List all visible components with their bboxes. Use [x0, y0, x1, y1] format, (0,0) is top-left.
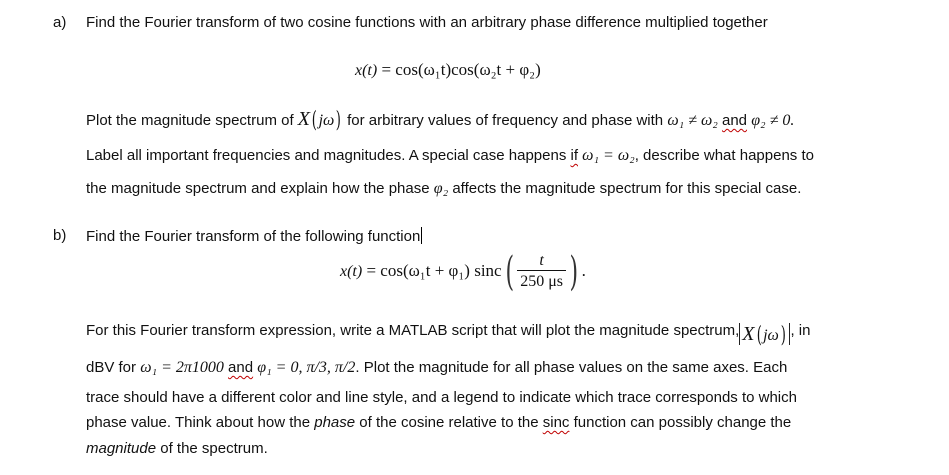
eq-b-numerator: t [539, 252, 544, 269]
eq-b-lhs: x(t) [340, 262, 363, 280]
b-line2-and: and [228, 359, 254, 376]
a-line1-cond1: ω₁ ≠ ω₂ [667, 112, 718, 129]
eq-a-equals: = [381, 60, 392, 79]
b-line1-paren-close: ) [780, 323, 786, 348]
eq-b-sinc: sinc [474, 260, 502, 280]
eq-b-denominator: 250 μs [517, 270, 566, 292]
b-heading-text: Find the Fourier transform of the following function [86, 228, 421, 245]
b-line1-text: For this Fourier transform expression, write a MATLAB script that will plot the magnitude spectrum, [86, 322, 740, 339]
b-line4-phase: phase [314, 414, 356, 431]
b-line4-post: function can possibly change the [573, 414, 792, 431]
part-b-line-1 [86, 322, 811, 348]
a-line1-paren-close: ) [336, 108, 342, 133]
part-a-line-1 [86, 108, 795, 133]
b-line1-paren-open: ( [756, 323, 762, 348]
a-line1-mid: for arbitrary values of frequency and phase with [347, 112, 664, 129]
a-line1-and: and [721, 112, 748, 129]
eq-b-end: . [581, 260, 586, 280]
part-a-heading: Find the Fourier transform of two cosine functions with an arbitrary phase difference multiplied together [86, 14, 768, 31]
eq-b-paren-open: ( [505, 249, 514, 295]
b-line1-abs [739, 323, 790, 348]
b-line2-text: dBV for [86, 359, 137, 376]
eq-b-fraction [517, 252, 566, 292]
a-line3-phi: φ₂ [433, 180, 449, 197]
part-a-label: a) [53, 14, 67, 31]
a-line3-post: affects the magnitude spectrum for this special case. [452, 180, 802, 197]
part-b-line-5 [86, 440, 268, 458]
a-line1-cond2: φ₂ ≠ 0. [751, 112, 795, 129]
b-line4-mid: of the cosine relative to the [359, 414, 539, 431]
b-line2-phi: φ₁ = 0, π/3, π/2 [257, 359, 356, 376]
part-b-heading [86, 227, 422, 246]
a-line1-text: Plot the magnitude spectrum of [86, 112, 294, 129]
text-cursor [421, 227, 422, 244]
part-b-equation [340, 249, 586, 295]
part-b-label: b) [53, 227, 67, 244]
eq-b-equals: = [366, 260, 377, 280]
part-b-line-4 [86, 414, 791, 432]
part-a-line-2 [86, 147, 814, 165]
eq-a-lhs: x(t) [355, 62, 378, 79]
a-line2-if: if [570, 147, 578, 164]
b-line5-magnitude: magnitude [86, 440, 157, 457]
part-b-line-2 [86, 359, 787, 377]
b-line2-omega: ω₁ = 2π1000 [140, 359, 224, 376]
b-line1-X: X [742, 323, 755, 345]
b-line2-post: . Plot the magnitude for all phase values on the same axes. Each [355, 359, 788, 376]
a-line3-text: the magnitude spectrum and explain how the phase [86, 180, 430, 197]
a-line2-post: , describe what happens to [634, 147, 814, 164]
a-line1-paren-open: ( [311, 108, 317, 133]
eq-b-cos: cos(ω₁t + φ₁) [380, 260, 470, 280]
b-line5-post: of the spectrum. [160, 440, 268, 457]
b-line1-jw: jω [763, 327, 779, 344]
eq-b-paren-close: ) [569, 249, 579, 295]
a-line1-X: X [297, 108, 311, 130]
b-line4-sinc: sinc [542, 414, 570, 431]
b-line4-text: phase value. Think about how the [86, 414, 311, 431]
part-a-equation [355, 60, 541, 81]
eq-a-rhs: cos(ω₁t)cos(ω₂t + φ₂) [395, 60, 541, 79]
a-line1-jw: jω [318, 112, 335, 129]
part-a-line-3 [86, 180, 801, 198]
a-line2-cond: ω₁ = ω₂ [582, 147, 635, 164]
a-line2-text: Label all important frequencies and magnitudes. A special case happens [86, 147, 567, 164]
part-b-line-3: trace should have a different color and line style, and a legend to indicate which trace corresponds to which [86, 389, 797, 406]
b-line1-post: , in [790, 322, 811, 339]
